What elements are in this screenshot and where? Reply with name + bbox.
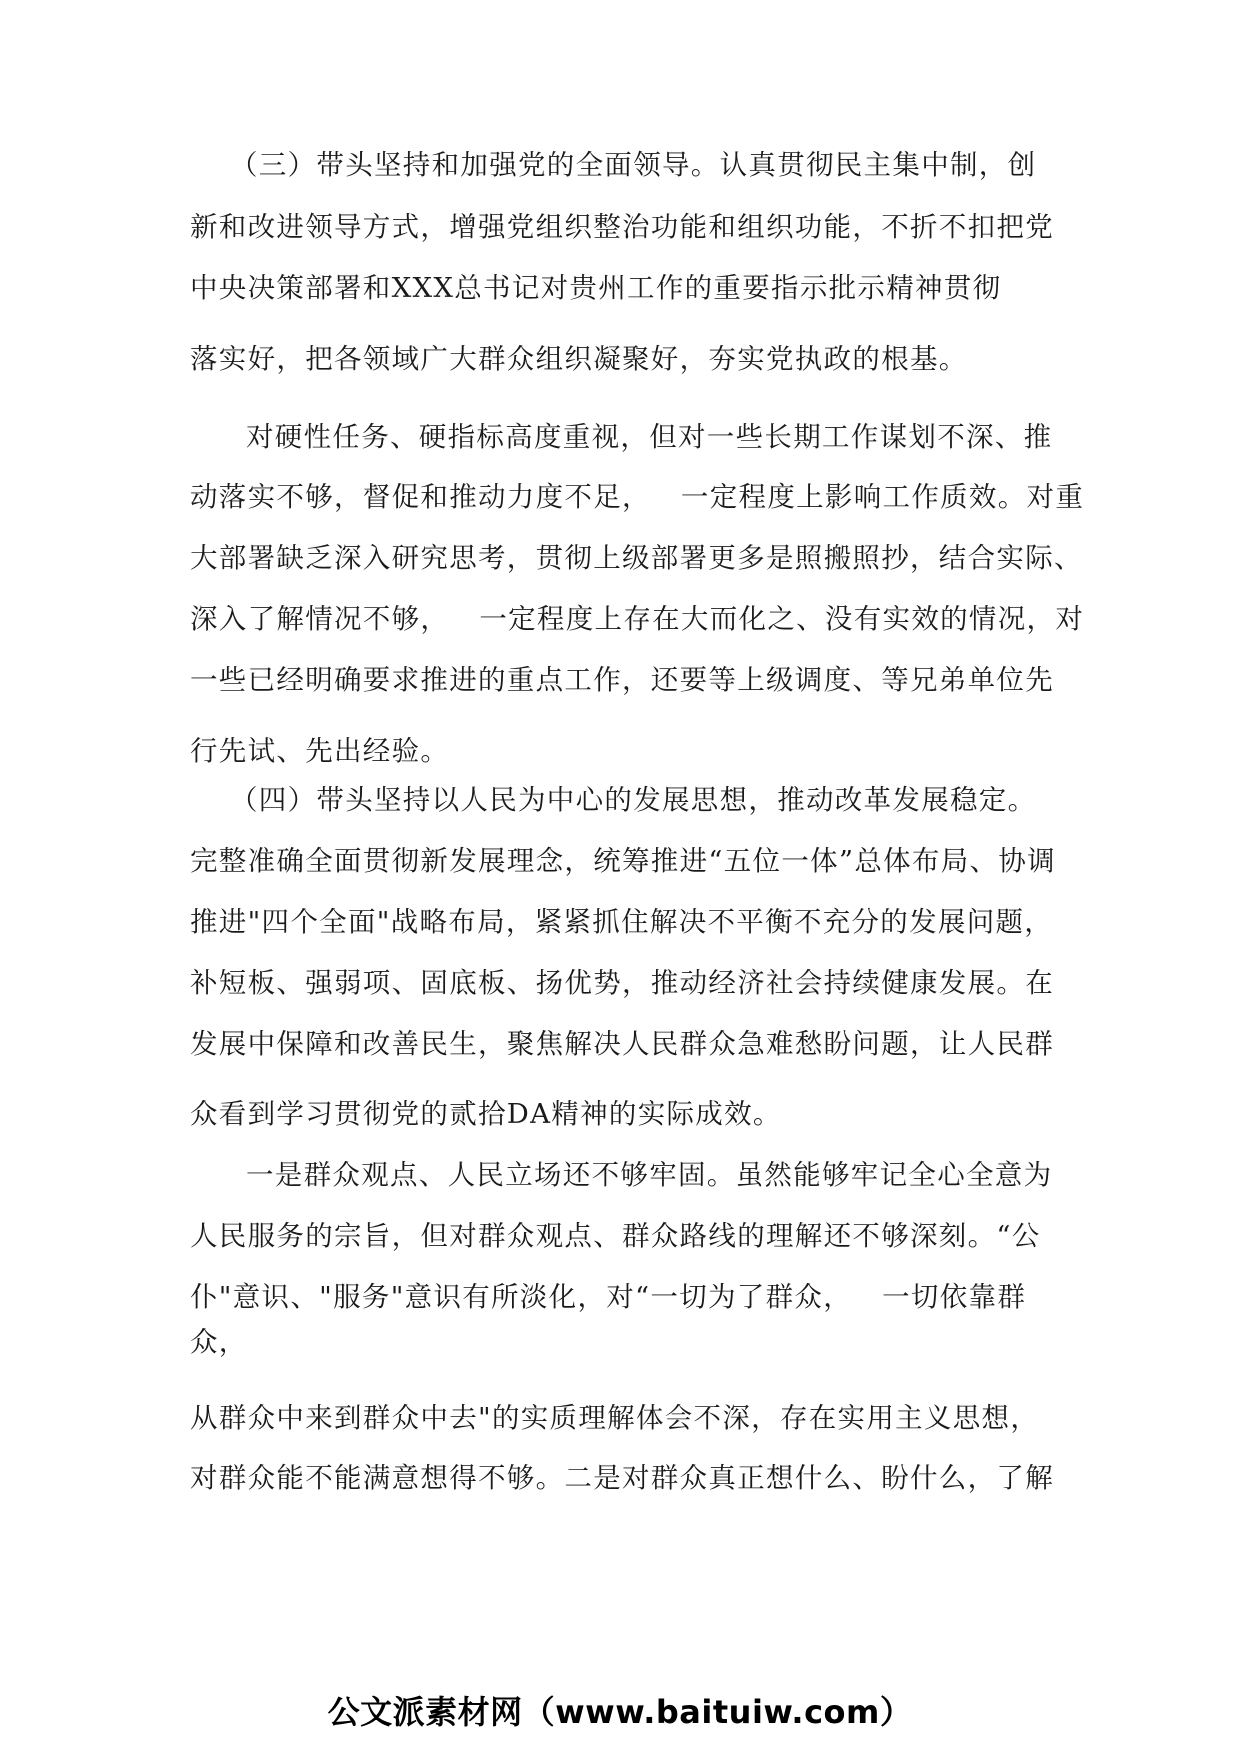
- paragraph-line: 发展中保障和改善民生，聚焦解决人民群众急难愁盼问题，让人民群: [190, 1028, 1054, 1060]
- paragraph-line: 一些已经明确要求推进的重点工作，还要等上级调度、等兄弟单位先: [190, 664, 1054, 696]
- paragraph-line: 大部署缺乏深入研究思考，贯彻上级部署更多是照搬照抄，结合实际、: [190, 542, 1083, 574]
- paragraph-line: 深入了解情况不够， 一定程度上存在大而化之、没有实效的情况，对: [190, 603, 1085, 635]
- paragraph-line: 新和改进领导方式，增强党组织整治功能和组织功能，不折不扣把党: [190, 211, 1054, 243]
- paragraph-line: 众，: [190, 1326, 248, 1358]
- paragraph-line: 中央决策部署和XXX总书记对贵州工作的重要指示批示精神贯彻: [190, 272, 1002, 304]
- paragraph-line: 对群众能不能满意想得不够。二是对群众真正想什么、盼什么，了解: [190, 1462, 1054, 1494]
- paragraph-line: 人民服务的宗旨，但对群众观点、群众路线的理解还不够深刻。“公: [190, 1220, 1041, 1252]
- paragraph-line: 落实好，把各领域广大群众组织凝聚好，夯实党执政的根基。: [190, 343, 968, 375]
- paragraph-line: 完整准确全面贯彻新发展理念，统筹推进“五位一体”总体布局、协调: [190, 845, 1056, 877]
- paragraph-line: （三）带头坚持和加强党的全面领导。认真贯彻民主集中制，创: [230, 149, 1037, 181]
- paragraph-line: （四）带头坚持以人民为中心的发展思想，推动改革发展稳定。: [230, 784, 1037, 816]
- paragraph-line: 补短板、强弱项、固底板、扬优势，推动经济社会持续健康发展。在: [190, 967, 1054, 999]
- paragraph-line: 对硬性任务、硬指标高度重视，但对一些长期工作谋划不深、推: [246, 421, 1053, 453]
- paragraph-line: 行先试、先出经验。: [190, 735, 450, 767]
- paragraph-line: 仆"意识、"服务"意识有所淡化，对“一切为了群众， 一切依靠群: [190, 1281, 1027, 1313]
- paragraph-line: 推进"四个全面"战略布局，紧紧抓住解决不平衡不充分的发展问题，: [190, 906, 1054, 938]
- paragraph-line: 众看到学习贯彻党的贰拾DA精神的实际成效。: [190, 1098, 782, 1130]
- site-watermark-footer: 公文派素材网（www.baituiw.com）: [327, 1693, 913, 1731]
- paragraph-line: 动落实不够，督促和推动力度不足， 一定程度上影响工作质效。对重: [190, 481, 1085, 513]
- paragraph-line: 从群众中来到群众中去"的实质理解体会不深，存在实用主义思想，: [190, 1402, 1040, 1434]
- paragraph-line: 一是群众观点、人民立场还不够牢固。虽然能够牢记全心全意为: [246, 1159, 1053, 1191]
